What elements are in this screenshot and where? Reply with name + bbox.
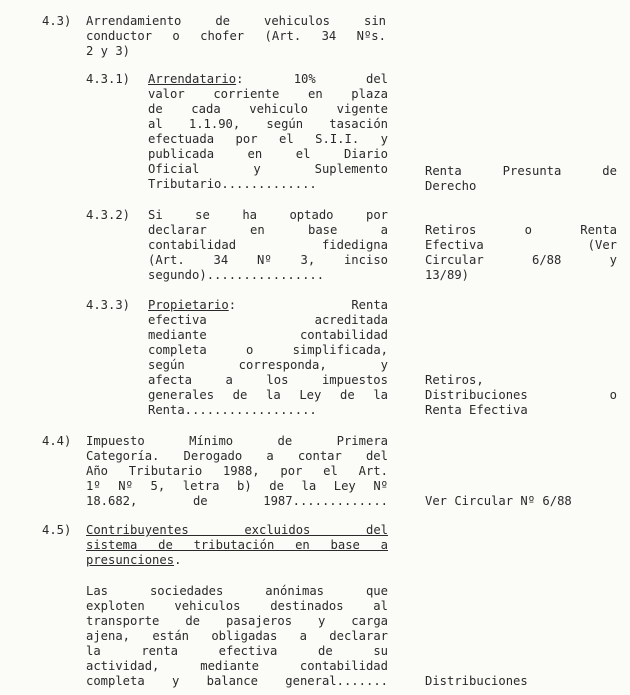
- right-column-note: Distribuciones o: [425, 388, 617, 402]
- text-line: Renta..................: [148, 403, 317, 417]
- section-title-line: 2 y 3): [86, 44, 131, 58]
- section-number: 4.3.3): [86, 298, 131, 312]
- right-column-note: Renta Presunta de: [425, 164, 617, 178]
- text-line: (Art. 34 Nº 3, inciso: [148, 253, 388, 267]
- section-heading-line: sistema de tributación en base a: [86, 538, 388, 552]
- section-title-line: Arrendamiento de vehiculos sin: [86, 14, 386, 28]
- section-number: 4.5): [42, 523, 72, 537]
- heading-separator: :: [236, 72, 244, 86]
- text-line: Oficial y Suplemento: [148, 162, 388, 176]
- text-line: valor corriente en plaza: [148, 87, 388, 101]
- heading-presunciones: presunciones: [86, 553, 175, 567]
- text-line: Impuesto Mínimo de Primera: [86, 434, 388, 448]
- paragraph-line: ajena, están obligadas a declarar: [86, 629, 388, 643]
- text-line: declarar en base a: [148, 223, 388, 237]
- text-fragment: del: [365, 72, 388, 86]
- paragraph-line: transporte de pasajeros y carga: [86, 614, 388, 628]
- text-line: de cada vehiculo vigente: [148, 102, 388, 116]
- text-line: mediante contabilidad: [148, 328, 388, 342]
- text-line: al 1.1.90, según tasación: [148, 117, 388, 131]
- paragraph-line: la renta efectiva de su: [86, 644, 388, 658]
- text-line: efectiva acreditada: [148, 313, 388, 327]
- text-line: 18.682, de 1987.............: [86, 494, 388, 508]
- right-column-note: Distribuciones: [425, 674, 528, 688]
- section-heading-line: [148, 72, 388, 87]
- paragraph-line: Las sociedades anónimas que: [86, 584, 388, 598]
- right-column-note: Ver Circular Nº 6/88: [425, 494, 572, 508]
- text-line: generales de la Ley de la: [148, 388, 388, 402]
- text-fragment: 10%: [293, 72, 316, 86]
- text-line: según corresponda, y: [148, 358, 388, 372]
- paragraph-line: exploten vehiculos destinados al: [86, 599, 388, 613]
- right-column-note: Efectiva (Ver: [425, 238, 617, 252]
- right-column-note: Retiros o Renta: [425, 223, 617, 237]
- section-title-line: conductor o chofer (Art. 34 Nºs.: [86, 29, 386, 43]
- text-line: segundo)................: [148, 268, 325, 282]
- text-line: 1º Nº 5, letra b) de la Ley Nº: [86, 479, 388, 493]
- heading-arrendatario: Arrendatario: [148, 72, 237, 86]
- right-column-note: 13/89): [425, 268, 470, 282]
- section-number: 4.3.1): [86, 72, 131, 86]
- right-column-note: Circular 6/88 y: [425, 253, 617, 267]
- right-column-note: Derecho: [425, 179, 477, 193]
- text-line: Año Tributario 1988, por el Art.: [86, 464, 388, 478]
- text-line: Tributario.............: [148, 177, 317, 191]
- section-heading-line: Contribuyentes excluidos del: [86, 523, 388, 537]
- right-column-note: Renta Efectiva: [425, 403, 528, 417]
- text-line: Categoría. Derogado a contar del: [86, 449, 388, 463]
- right-column-note: Retiros,: [425, 373, 484, 387]
- section-heading-line: [86, 553, 181, 568]
- text-line: afecta a los impuestos: [148, 373, 388, 387]
- section-number: 4.4): [42, 434, 72, 448]
- text-line: efectuada por el S.I.I. y: [148, 132, 388, 146]
- text-line: completa o simplificada,: [148, 343, 388, 357]
- heading-separator: :: [228, 298, 237, 312]
- text-line: publicada en el Diario: [148, 147, 388, 161]
- text-line: Si se ha optado por: [148, 208, 388, 222]
- section-number: 4.3): [42, 14, 72, 28]
- text-line: contabilidad fidedigna: [148, 238, 388, 252]
- section-heading-line: [148, 298, 388, 313]
- section-number: 4.3.2): [86, 208, 131, 222]
- heading-period: .: [174, 553, 182, 567]
- paragraph-line: completa y balance general.......: [86, 674, 388, 688]
- heading-propietario: Propietario: [148, 298, 229, 312]
- text-fragment: Renta: [351, 298, 388, 312]
- paragraph-line: actividad, mediante contabilidad: [86, 659, 388, 673]
